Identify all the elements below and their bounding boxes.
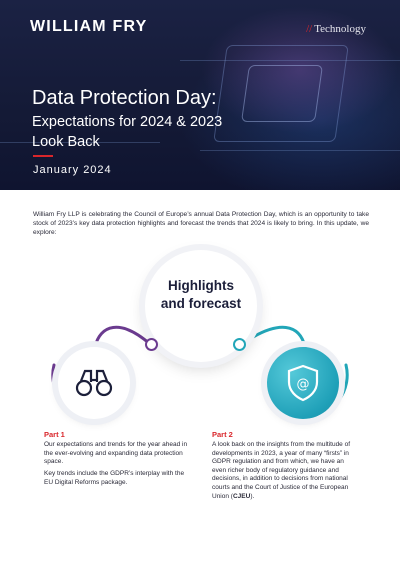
purple-arc: [95, 327, 150, 347]
title-line-1: Data Protection Day:: [32, 87, 217, 109]
part1-paragraph-1: Our expectations and trends for the year ahead in the ever-evolving and expanding data protection space.: [44, 441, 188, 466]
highlights-line-2: and forecast: [160, 296, 242, 311]
shield-at-icon: [286, 364, 320, 402]
publish-date: January 2024: [33, 164, 112, 176]
part2-badge: [267, 347, 339, 419]
highlights-heading: [145, 277, 257, 313]
accent-rule: [33, 155, 53, 157]
highlights-line-1: Highlights: [168, 278, 234, 293]
part1-title: Part 1: [44, 430, 65, 439]
svg-text:@: @: [296, 377, 310, 392]
sector-label: [306, 23, 366, 35]
part2-text: A look back on the insights from the multitude of developments in 2023, a year of many “firsts” in GDPR regulation and from which, we have an even richer body of regulatory guidance and decisions, in addition to decisions from national courts and the Court of Justice of the European Union (: [212, 441, 351, 500]
part2-title: Part 2: [212, 430, 233, 439]
title-line-2: Expectations for 2024 & 2023: [32, 114, 223, 130]
hero-banner: [0, 0, 400, 190]
page-title: [32, 86, 292, 152]
sector-slash: //: [306, 23, 313, 35]
intro-paragraph: William Fry LLP is celebrating the Council of Europe’s annual Data Protection Day, which is an opportunity to take stock of 2023’s key data protection highlights and forecast the trends that 2024 is likely to bring. In this update, we explore:: [33, 211, 369, 236]
part2-text-end: ).: [250, 492, 255, 500]
part1-badge: [58, 347, 130, 419]
title-line-3: Look Back: [32, 134, 100, 150]
part2-paragraph: [212, 441, 357, 501]
sector-name: Technology: [314, 23, 366, 35]
purple-node: [145, 338, 158, 351]
binoculars-icon: [75, 368, 113, 398]
brand-logo: WILLIAM FRY: [30, 18, 148, 35]
teal-node: [233, 338, 246, 351]
part1-paragraph-2: Key trends include the GDPR’s interplay with the EU Digital Reforms package.: [44, 470, 185, 486]
cjeu-abbrev: CJEU: [232, 492, 251, 500]
